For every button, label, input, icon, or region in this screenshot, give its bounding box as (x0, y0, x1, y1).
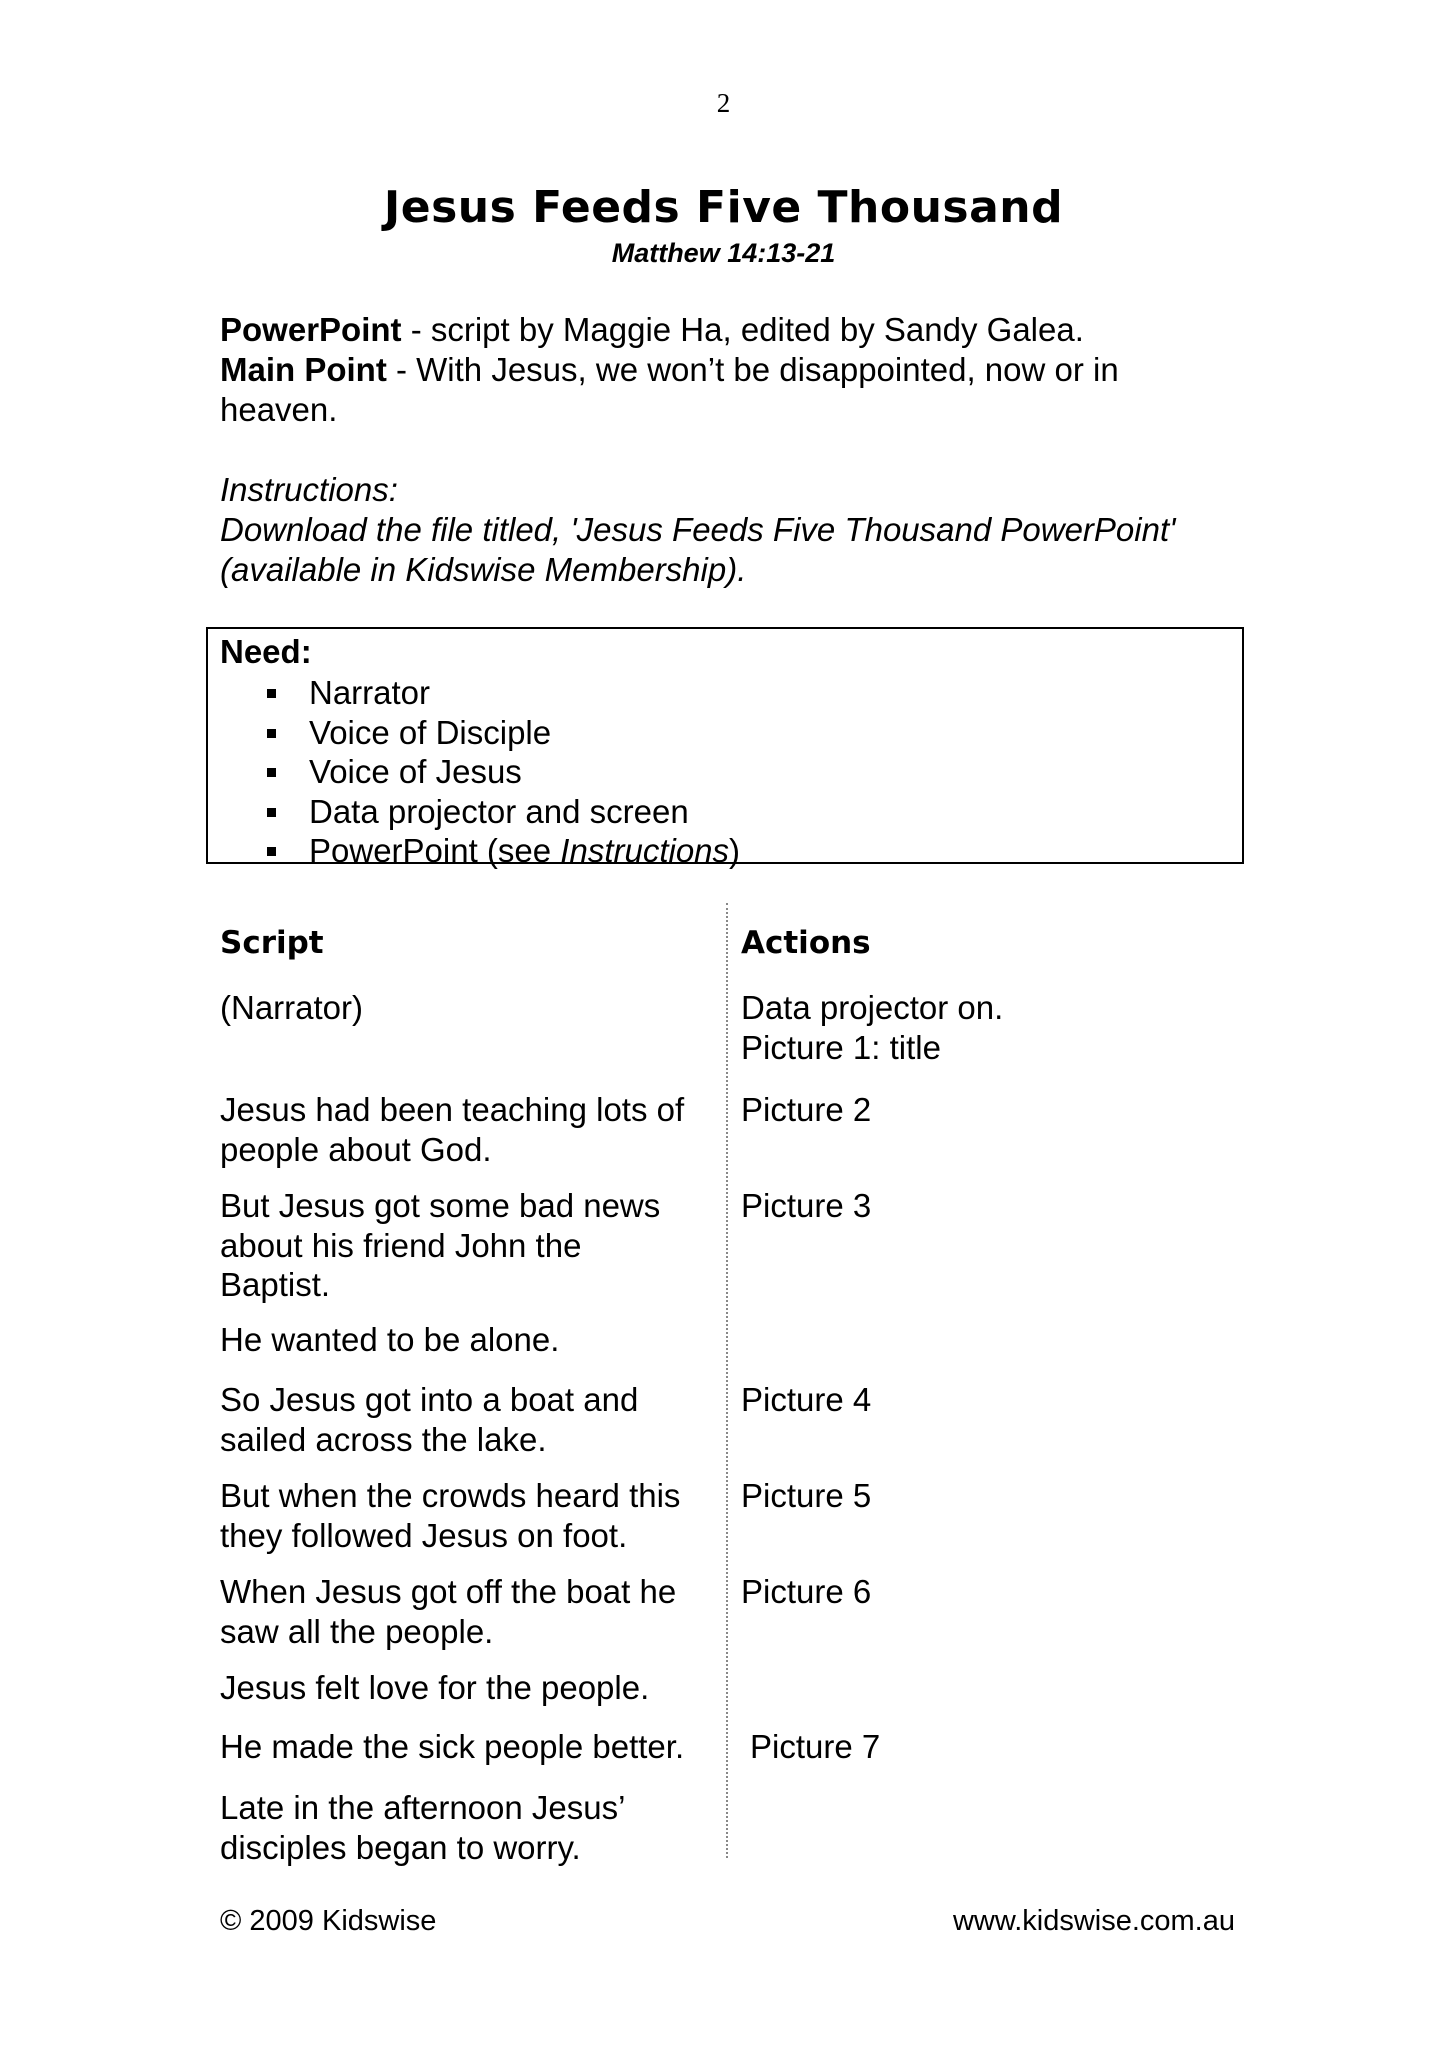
square-bullet-icon (267, 808, 276, 817)
script-line: But Jesus got some bad news (220, 1187, 661, 1224)
powerpoint-credit (220, 310, 1240, 350)
script-line: So Jesus got into a boat and (220, 1381, 639, 1418)
action-line: Picture 4 (741, 1381, 872, 1418)
script-line: He made the sick people better. (220, 1728, 685, 1765)
square-bullet-icon (267, 689, 276, 698)
action-line: Picture 6 (741, 1573, 872, 1610)
script-line: Jesus had been teaching lots of (220, 1091, 685, 1128)
script-line: they followed Jesus on foot. (220, 1516, 628, 1554)
script-line: Jesus felt love for the people. (220, 1669, 650, 1706)
action-line: Data projector on. (741, 989, 1004, 1026)
script-line: When Jesus got off the boat he (220, 1573, 677, 1610)
script-cell (220, 1668, 720, 1708)
instructions-line1: Download the file titled, 'Jesus Feeds Five Thousand PowerPoint' (220, 511, 1176, 548)
action-line: Picture 1: title (741, 1028, 941, 1066)
action-cell (741, 1380, 1241, 1420)
script-line: Late in the afternoon Jesus’ (220, 1789, 626, 1826)
main-point (220, 350, 1240, 390)
script-header: Script (220, 925, 324, 961)
main-point-text-line2: heaven. (220, 391, 338, 428)
script-cell (220, 988, 720, 1028)
need-item: Data projector and screen (208, 792, 740, 832)
need-item: Voice of Jesus (208, 752, 740, 792)
square-bullet-icon (267, 768, 276, 777)
action-cell (741, 1572, 1241, 1612)
script-line: saw all the people. (220, 1612, 494, 1650)
footer-copyright: © 2009 Kidswise (220, 1905, 437, 1937)
page-number: 2 (716, 88, 731, 118)
action-cell (741, 1090, 1241, 1130)
script-line: But when the crowds heard this (220, 1477, 681, 1514)
script-line: people about God. (220, 1130, 492, 1168)
action-cell (750, 1727, 1250, 1767)
action-line: Picture 3 (741, 1187, 872, 1224)
script-line: sailed across the lake. (220, 1420, 547, 1458)
square-bullet-icon (267, 729, 276, 738)
script-cell (220, 1572, 720, 1651)
column-divider (726, 903, 728, 1858)
script-cell (220, 1320, 720, 1360)
script-cell (220, 1090, 720, 1169)
need-item: Narrator (208, 673, 740, 713)
main-point-text-line1: - With Jesus, we won’t be disappointed, now or in (386, 351, 1119, 388)
need-box (206, 627, 1244, 869)
action-cell (741, 1476, 1241, 1516)
instructions-section (220, 470, 1240, 590)
script-cell (220, 1788, 720, 1867)
powerpoint-text: - script by Maggie Ha, edited by Sandy Galea. (401, 311, 1084, 348)
need-title: Need: (220, 633, 312, 670)
action-line: Picture 2 (741, 1091, 872, 1128)
script-line: disciples began to worry. (220, 1828, 581, 1866)
need-item: Voice of Disciple (208, 713, 740, 753)
script-line: (Narrator) (220, 989, 364, 1026)
document-title: Jesus Feeds Five Thousand (383, 182, 1064, 233)
script-cell (220, 1727, 720, 1767)
instructions-line2: (available in Kidswise Membership). (220, 551, 747, 588)
square-bullet-icon (267, 847, 276, 856)
action-line: Picture 5 (741, 1477, 872, 1514)
intro-section (220, 310, 1240, 430)
main-point-label: Main Point (220, 351, 387, 388)
script-cell (220, 1186, 720, 1305)
script-line: Baptist. (220, 1266, 331, 1303)
action-cell (741, 988, 1241, 1067)
script-line: about his friend John the (220, 1226, 582, 1264)
script-cell (220, 1476, 720, 1555)
need-list (208, 673, 740, 871)
script-line: He wanted to be alone. (220, 1321, 560, 1358)
scripture-reference: Matthew 14:13-21 (611, 238, 836, 268)
instructions-label: Instructions: (220, 471, 398, 508)
action-cell (741, 1186, 1241, 1226)
actions-header: Actions (741, 925, 871, 961)
powerpoint-label: PowerPoint (220, 311, 402, 348)
script-cell (220, 1380, 720, 1459)
footer-website: www.kidswise.com.au (952, 1905, 1235, 1937)
need-item: PowerPoint (see Instructions) (208, 831, 740, 871)
action-line: Picture 7 (750, 1728, 881, 1765)
